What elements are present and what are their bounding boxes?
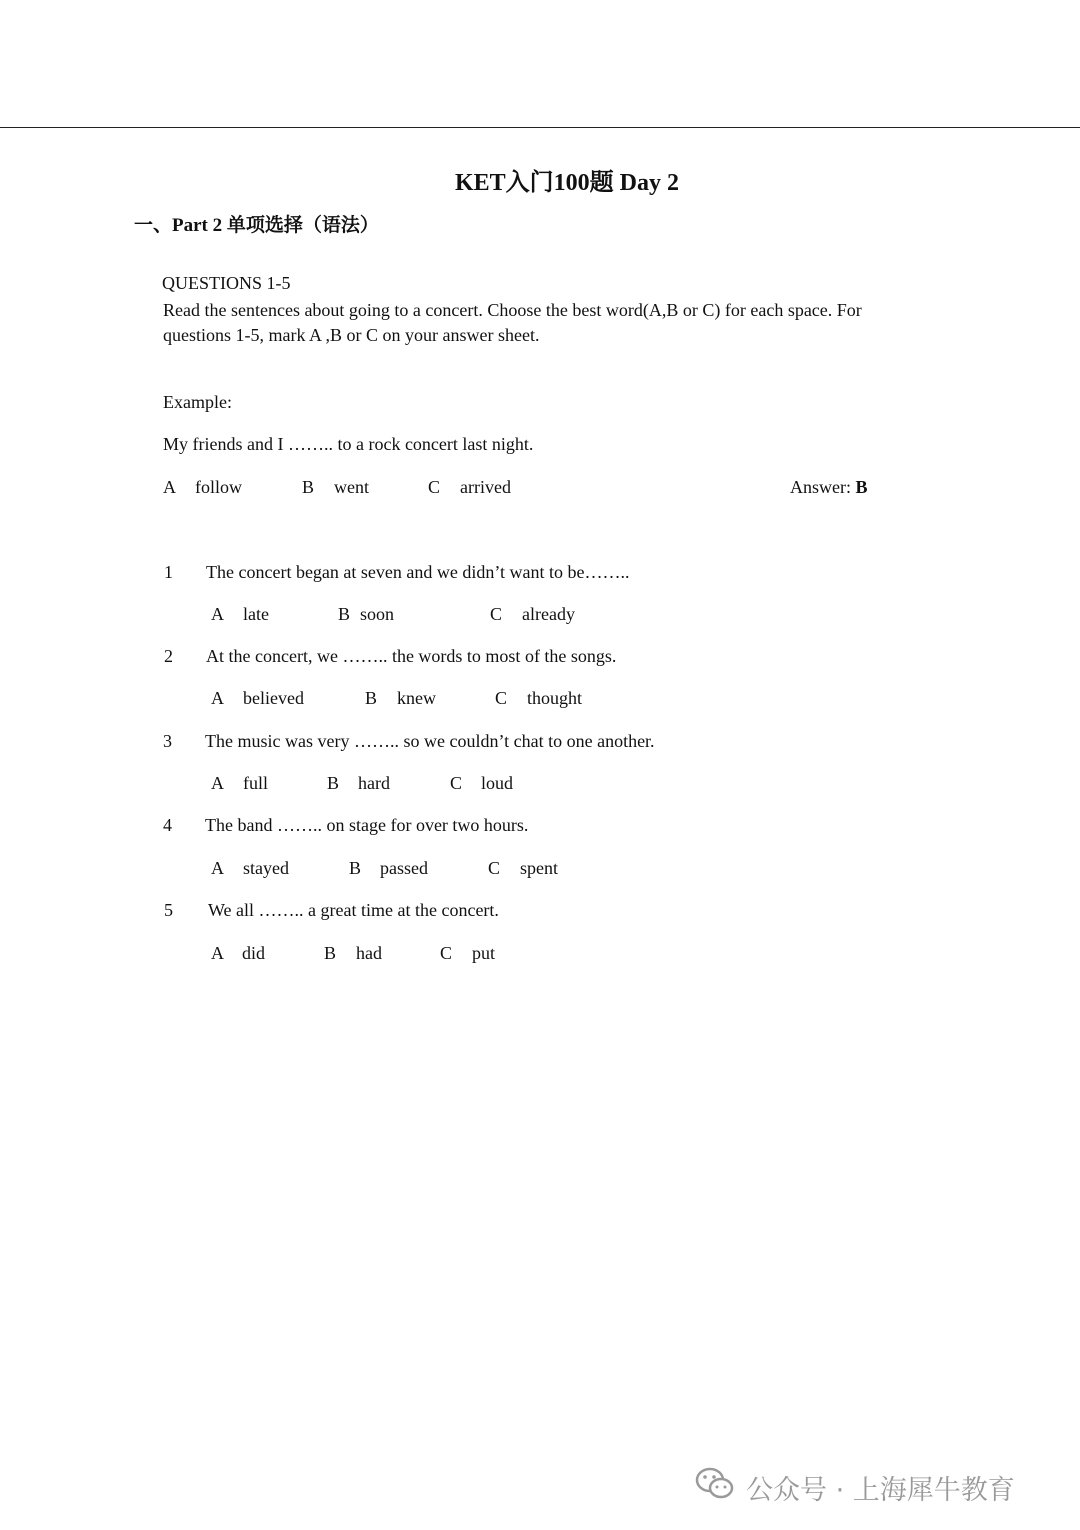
option-text: soon [360, 604, 395, 624]
option-text: put [472, 943, 496, 963]
option-letter: C [440, 943, 453, 963]
question-1-option-b [338, 604, 394, 625]
question-2-option-b [365, 688, 436, 709]
option-letter: A [211, 688, 224, 708]
question-4-option-c [488, 858, 558, 879]
question-5-option-c [440, 943, 495, 964]
option-letter: B [327, 773, 340, 793]
question-5-option-a [211, 943, 265, 964]
option-text: spent [520, 858, 558, 878]
option-letter: A [211, 604, 224, 624]
question-2-option-c [495, 688, 582, 709]
question-2-option-a [211, 688, 304, 709]
question-text: The concert began at seven and we didn’t want to be…….. [206, 562, 630, 582]
question-1-option-c [490, 604, 575, 625]
option-letter: B [349, 858, 362, 878]
option-text: went [334, 477, 369, 497]
header-rule [0, 127, 1080, 128]
question-number: 1 [164, 562, 173, 582]
question-number: 4 [163, 815, 172, 835]
option-text: loud [481, 773, 514, 793]
option-letter: B [365, 688, 378, 708]
option-letter: B [338, 604, 351, 624]
option-letter: C [495, 688, 508, 708]
option-text: passed [380, 858, 428, 878]
option-text: hard [358, 773, 390, 793]
option-text: believed [243, 688, 304, 708]
option-text: arrived [460, 477, 511, 497]
wechat-icon [695, 1466, 735, 1502]
option-letter: C [428, 477, 441, 497]
question-number: 2 [164, 646, 173, 666]
example-label: Example: [163, 392, 232, 412]
option-letter: A [211, 943, 224, 963]
option-letter: C [488, 858, 501, 878]
question-3-option-c [450, 773, 513, 794]
answer-label: Answer: [790, 477, 851, 497]
question-5-option-b [324, 943, 382, 964]
instructions: Read the sentences about going to a concert. Choose the best word(A,B or C) for each space. For questions 1-5, mark A ,B or C on your answer sheet. [163, 300, 862, 345]
option-text: full [243, 773, 268, 793]
example-option-b [302, 477, 369, 498]
page-title: KET入门100题 Day 2 [454, 170, 679, 196]
question-3-option-b [327, 773, 390, 794]
option-letter: A [211, 858, 224, 878]
option-letter: B [324, 943, 337, 963]
option-letter: C [450, 773, 463, 793]
option-text: knew [397, 688, 436, 708]
option-letter: C [490, 604, 503, 624]
option-text: stayed [243, 858, 289, 878]
example-option-c [428, 477, 511, 498]
option-text: had [356, 943, 382, 963]
question-3-option-a [211, 773, 268, 794]
example-option-a [163, 477, 242, 498]
option-text: did [242, 943, 266, 963]
question-text: We all …….. a great time at the concert. [208, 900, 499, 920]
option-text: follow [195, 477, 242, 497]
example-sentence: My friends and I …….. to a rock concert last night. [163, 434, 534, 454]
option-letter: A [163, 477, 176, 497]
answer-value: B [855, 477, 868, 497]
question-text: The band …….. on stage for over two hours. [205, 815, 529, 835]
question-4-option-a [211, 858, 289, 879]
questions-header: QUESTIONS 1-5 [162, 273, 291, 293]
question-1-option-a [211, 604, 269, 625]
option-text: already [522, 604, 575, 624]
question-text: At the concert, we …….. the words to most of the songs. [206, 646, 617, 666]
example-answer [790, 477, 868, 498]
question-4-option-b [349, 858, 428, 879]
section-heading: 一、Part 2 单项选择（语法） [134, 215, 379, 236]
watermark-text: 公众号 · 上海犀牛教育 [746, 1475, 1015, 1506]
question-number: 3 [163, 731, 172, 751]
option-letter: A [211, 773, 224, 793]
option-text: late [243, 604, 269, 624]
option-letter: B [302, 477, 315, 497]
question-text: The music was very …….. so we couldn’t chat to one another. [205, 731, 655, 751]
option-text: thought [527, 688, 583, 708]
question-number: 5 [164, 900, 173, 920]
